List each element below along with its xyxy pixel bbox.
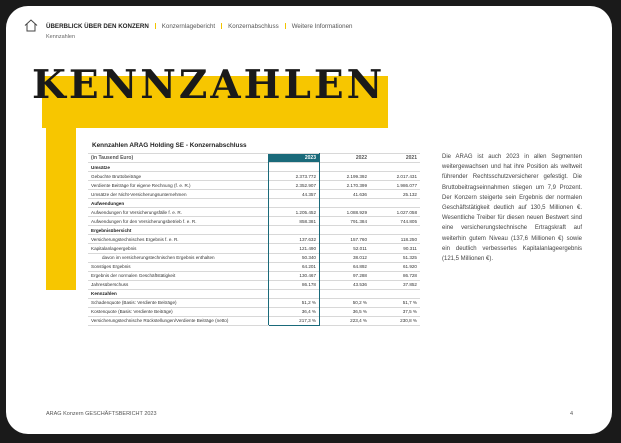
value-2023: 130.467 (269, 271, 320, 280)
nav-item-financial-statements[interactable]: Konzernabschluss (228, 23, 279, 30)
value-2021: 744.805 (370, 217, 420, 226)
value-2022: 38.012 (320, 253, 371, 262)
value-2021: 37,5 % (370, 307, 420, 316)
value-2021: 25.132 (370, 190, 420, 199)
value-2022: 64.892 (320, 262, 371, 271)
table-row (88, 181, 420, 190)
table-row (88, 271, 420, 280)
value-2023: 50.340 (269, 253, 320, 262)
table-section-row (88, 199, 420, 208)
home-icon[interactable] (24, 19, 38, 32)
table-row (88, 217, 420, 226)
value-2021: 2.017.431 (370, 172, 420, 181)
page-title: KENNZAHLEN (32, 62, 386, 108)
value-2021 (370, 226, 420, 235)
row-label: Kostenquote (Basis: Verdiente Beiträge) (88, 307, 269, 316)
value-2022: 1.088.929 (320, 208, 371, 217)
unit-label: (in Tausend Euro) (88, 154, 269, 163)
value-2022: 2.170.399 (320, 181, 371, 190)
value-2022: 52.011 (320, 244, 371, 253)
row-label: davon im versicherungstechnischen Ergebnis enthalten (88, 253, 269, 262)
summary-paragraph: Die ARAG ist auch 2023 in allen Segmenten weitergewachsen und hat ihre Position als weltweit führender Rechtsschutzversicherer gefestigt. Die Bruttobeitragseinnahmen stiegen um 7,9 Prozent. Der Konzern steigerte sein Ergebnis der normalen Geschäftstätigkeit deutlich auf 130,5 Millionen €. Wesentliche Treiber für diesen neuen Bestwert sind eine versicherungstechnische Ertragskraft auf weiterhin gutem Niveau (137,6 Millionen €) sowie ein deutlich verbessertes Kapitalanlageergebnis (121,5 Millionen €). (442, 154, 582, 263)
row-label: Kennzahlen (88, 289, 269, 298)
year-header-2021: 2021 (370, 154, 420, 163)
row-label: Umsätze der Nicht-Versicherungsunternehmen (88, 190, 269, 199)
value-2021: 118.250 (370, 235, 420, 244)
row-label: Umsätze (88, 163, 269, 172)
value-2023 (269, 289, 320, 298)
value-2022: 2.199.392 (320, 172, 371, 181)
table-row (88, 262, 420, 271)
value-2023 (269, 163, 320, 172)
value-2022: 50,2 % (320, 298, 371, 307)
value-2022: 43.536 (320, 280, 371, 289)
nav-item-further-info[interactable]: Weitere Informationen (291, 23, 353, 30)
row-label: Aufwendungen für Versicherungsfälle f. e. R. (88, 208, 269, 217)
row-label: Schadenquote (Basis: Verdiente Beiträge) (88, 298, 269, 307)
value-2022: 223,4 % (320, 316, 371, 325)
value-2022 (320, 289, 371, 298)
value-2023: 2.352.907 (269, 181, 320, 190)
side-accent-band (46, 116, 76, 290)
year-header-2022: 2022 (320, 154, 371, 163)
page (6, 6, 612, 434)
key-figures-table-panel (88, 138, 420, 326)
value-2021: 51,7 % (370, 298, 420, 307)
table-row (88, 280, 420, 289)
row-label: Gebuchte Bruttobeiträge (88, 172, 269, 181)
year-header-2023: 2023 (269, 154, 320, 163)
value-2021: 86.728 (370, 271, 420, 280)
breadcrumb-nav (46, 23, 352, 30)
table-row (88, 307, 420, 316)
table-row (88, 190, 420, 199)
value-2022 (320, 199, 371, 208)
table-row (88, 244, 420, 253)
value-2023: 2.373.772 (269, 172, 320, 181)
row-label: Ergebnis der normalen Geschäftstätigkeit (88, 271, 269, 280)
row-label: Aufwendungen (88, 199, 269, 208)
row-label: Verdiente Beiträge für eigene Rechnung (f. e. R.) (88, 181, 269, 190)
value-2023: 36,4 % (269, 307, 320, 316)
value-2023: 137.632 (269, 235, 320, 244)
row-label: Ergebnisübersicht (88, 226, 269, 235)
value-2022: 41.636 (320, 190, 371, 199)
value-2021: 1.027.058 (370, 208, 420, 217)
table-row (88, 298, 420, 307)
value-2022 (320, 163, 371, 172)
table-section-row (88, 289, 420, 298)
value-2021: 1.986.077 (370, 181, 420, 190)
row-label: Versicherungstechnisches Ergebnis f. e. R. (88, 235, 269, 244)
value-2023: 44.357 (269, 190, 320, 199)
table-row (88, 172, 420, 181)
table-section-row (88, 226, 420, 235)
value-2021: 37.852 (370, 280, 420, 289)
row-label: Aufwendungen für den Versicherungsbetrieb f. e. R. (88, 217, 269, 226)
value-2022: 97.288 (320, 271, 371, 280)
table-row (88, 316, 420, 325)
table-section-row (88, 163, 420, 172)
value-2023 (269, 226, 320, 235)
table-row (88, 208, 420, 217)
value-2023: 64.201 (269, 262, 320, 271)
value-2022: 157.760 (320, 235, 371, 244)
row-label: Versicherungstechnische Rückstellungen/Verdiente Beiträge (netto) (88, 316, 269, 325)
value-2021: 61.920 (370, 262, 420, 271)
value-2023: 217,3 % (269, 316, 320, 325)
table-title: Kennzahlen ARAG Holding SE - Konzernabschluss (92, 142, 247, 149)
value-2023: 51,2 % (269, 298, 320, 307)
nav-item-overview[interactable]: ÜBERBLICK ÜBER DEN KONZERN (46, 23, 149, 30)
value-2022: 36,5 % (320, 307, 371, 316)
value-2021: 230,8 % (370, 316, 420, 325)
footer-text: ARAG Konzern GESCHÄFTSBERICHT 2023 (46, 411, 157, 417)
value-2021 (370, 199, 420, 208)
row-label: Jahresüberschuss (88, 280, 269, 289)
breadcrumb-sub[interactable]: Kennzahlen (46, 34, 76, 40)
row-label: Kapitalanlageergebnis (88, 244, 269, 253)
value-2023: 121.490 (269, 244, 320, 253)
value-2021: 90.311 (370, 244, 420, 253)
value-2023: 1.205.452 (269, 208, 320, 217)
page-number: 4 (570, 411, 574, 417)
value-2023 (269, 199, 320, 208)
value-2022: 791.384 (320, 217, 371, 226)
value-2021 (370, 163, 420, 172)
table-row (88, 235, 420, 244)
table-row (88, 253, 420, 262)
value-2021 (370, 289, 420, 298)
row-label: Sonstiges Ergebnis (88, 262, 269, 271)
value-2022 (320, 226, 371, 235)
value-2023: 86.178 (269, 280, 320, 289)
table-header-row (88, 154, 420, 163)
nav-item-management-report[interactable]: Konzernlagebericht (161, 23, 216, 30)
value-2021: 51.325 (370, 253, 420, 262)
key-figures-table (88, 153, 420, 326)
value-2023: 858.381 (269, 217, 320, 226)
